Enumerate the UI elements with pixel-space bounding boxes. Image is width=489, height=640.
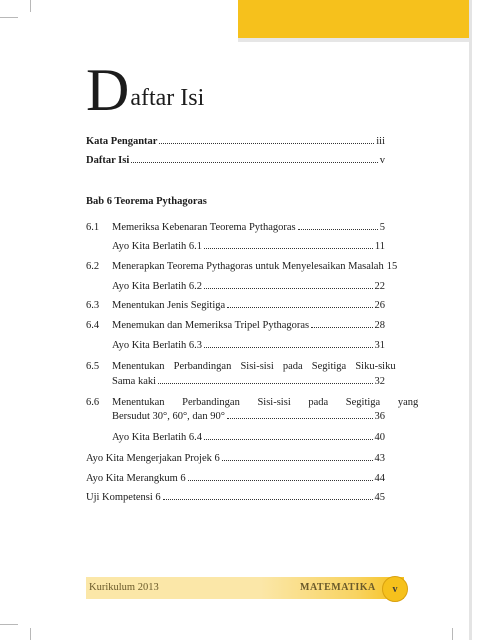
toc-page: 11 xyxy=(374,241,385,252)
toc-label: Ayo Kita Mengerjakan Projek 6 xyxy=(86,453,220,464)
toc-number: 6.1 xyxy=(86,222,100,233)
toc-leader xyxy=(204,347,372,348)
toc-number: 6.6 xyxy=(86,397,100,408)
toc-entry-kata-pengantar[interactable] xyxy=(86,135,385,148)
toc-leader xyxy=(227,418,373,419)
toc-entry-daftar-isi[interactable] xyxy=(86,154,385,167)
crop-mark xyxy=(452,628,453,640)
toc-label: Menentukan Jenis Segitiga xyxy=(112,300,226,311)
crop-mark xyxy=(30,0,31,12)
toc-entry-6-3[interactable] xyxy=(86,299,385,312)
toc-page: iii xyxy=(376,136,385,147)
toc-label: Kata Pengantar xyxy=(86,136,158,147)
footer-subject: MATEMATIKA xyxy=(300,582,376,593)
toc-entry-6-1[interactable] xyxy=(86,221,385,234)
page-number-badge xyxy=(382,576,408,602)
toc-leader xyxy=(227,307,372,308)
toc-number: 6.4 xyxy=(86,320,100,331)
toc-leader xyxy=(298,229,378,230)
toc-number: 6.5 xyxy=(86,361,100,372)
toc-label: Menemukan dan Memeriksa Tripel Pythagoras xyxy=(112,320,310,331)
toc-entry-6-2[interactable] xyxy=(86,260,398,273)
toc-label: Uji Kompetensi 6 xyxy=(86,492,161,503)
toc-leader xyxy=(204,439,372,440)
toc-label: Ayo Kita Merangkum 6 xyxy=(86,473,186,484)
toc-label: Bersudut 30°, 60°, dan 90° xyxy=(112,411,225,422)
toc-label: Ayo Kita Berlatih 6.2 xyxy=(112,281,203,292)
toc-leader xyxy=(158,383,372,384)
toc-entry-6-6-continued[interactable] xyxy=(112,410,385,423)
toc-label: Menentukan Perbandingan Sisi-sisi pada Segitiga Siku-siku xyxy=(112,361,396,372)
toc-number: 6.2 xyxy=(86,261,100,272)
toc-page: 36 xyxy=(374,411,385,422)
toc-entry-merangkum[interactable] xyxy=(86,472,385,485)
title-rest: aftar Isi xyxy=(130,85,205,111)
toc-page: 44 xyxy=(374,473,385,484)
toc-label: Ayo Kita Berlatih 6.1 xyxy=(112,241,203,252)
toc-label: Ayo Kita Berlatih 6.4 xyxy=(112,432,203,443)
page-number: v xyxy=(392,583,398,595)
toc-entry-6-4[interactable] xyxy=(86,319,385,332)
toc-entry-latihan-6-3[interactable] xyxy=(112,339,385,352)
toc-entry-latihan-6-2[interactable] xyxy=(112,280,385,293)
crop-mark xyxy=(0,624,18,625)
toc-label: Menerapkan Teorema Pythagoras untuk Menyelesaikan Masalah xyxy=(112,261,384,272)
toc-entry-6-5-continued[interactable] xyxy=(112,375,385,388)
toc-number: 6.3 xyxy=(86,300,100,311)
toc-page: 22 xyxy=(374,281,385,292)
toc-leader xyxy=(204,248,373,249)
toc-leader xyxy=(159,143,374,144)
toc-leader xyxy=(311,327,372,328)
toc-page: 26 xyxy=(374,300,385,311)
page-spine xyxy=(469,0,472,640)
toc-entry-6-5[interactable] xyxy=(86,360,396,373)
toc-label: Memeriksa Kebenaran Teorema Pythagoras xyxy=(112,222,296,233)
toc-page: 32 xyxy=(374,376,385,387)
toc-leader xyxy=(163,499,373,500)
toc-leader xyxy=(188,480,373,481)
toc-label: Menentukan Perbandingan Sisi-sisi pada Segitiga yang xyxy=(112,397,419,408)
chapter-heading: Bab 6 Teorema Pythagoras xyxy=(86,196,207,207)
toc-page: 43 xyxy=(374,453,385,464)
toc-page: v xyxy=(379,155,385,166)
toc-label: Daftar Isi xyxy=(86,155,130,166)
toc-leader xyxy=(204,288,372,289)
toc-page: 40 xyxy=(374,432,385,443)
crop-mark xyxy=(30,628,31,640)
header-accent-tab xyxy=(238,0,469,40)
crop-mark xyxy=(0,17,18,18)
toc-page: 15 xyxy=(386,261,398,272)
toc-page: 31 xyxy=(374,340,385,351)
header-tab-shadow xyxy=(238,38,469,42)
title-initial: D xyxy=(86,57,130,123)
toc-page: 28 xyxy=(374,320,385,331)
toc-page: 45 xyxy=(374,492,385,503)
toc-entry-6-6[interactable] xyxy=(86,396,419,409)
toc-leader xyxy=(131,162,377,163)
toc-entry-latihan-6-1[interactable] xyxy=(112,240,385,253)
footer-curriculum: Kurikulum 2013 xyxy=(89,582,159,593)
page-title xyxy=(86,57,205,123)
toc-entry-uji-kompetensi[interactable] xyxy=(86,491,385,504)
toc-label: Sama kaki xyxy=(112,376,157,387)
toc-entry-projek[interactable] xyxy=(86,452,385,465)
toc-leader xyxy=(222,460,373,461)
toc-page: 5 xyxy=(379,222,385,233)
toc-label: Ayo Kita Berlatih 6.3 xyxy=(112,340,203,351)
toc-entry-latihan-6-4[interactable] xyxy=(112,431,385,444)
